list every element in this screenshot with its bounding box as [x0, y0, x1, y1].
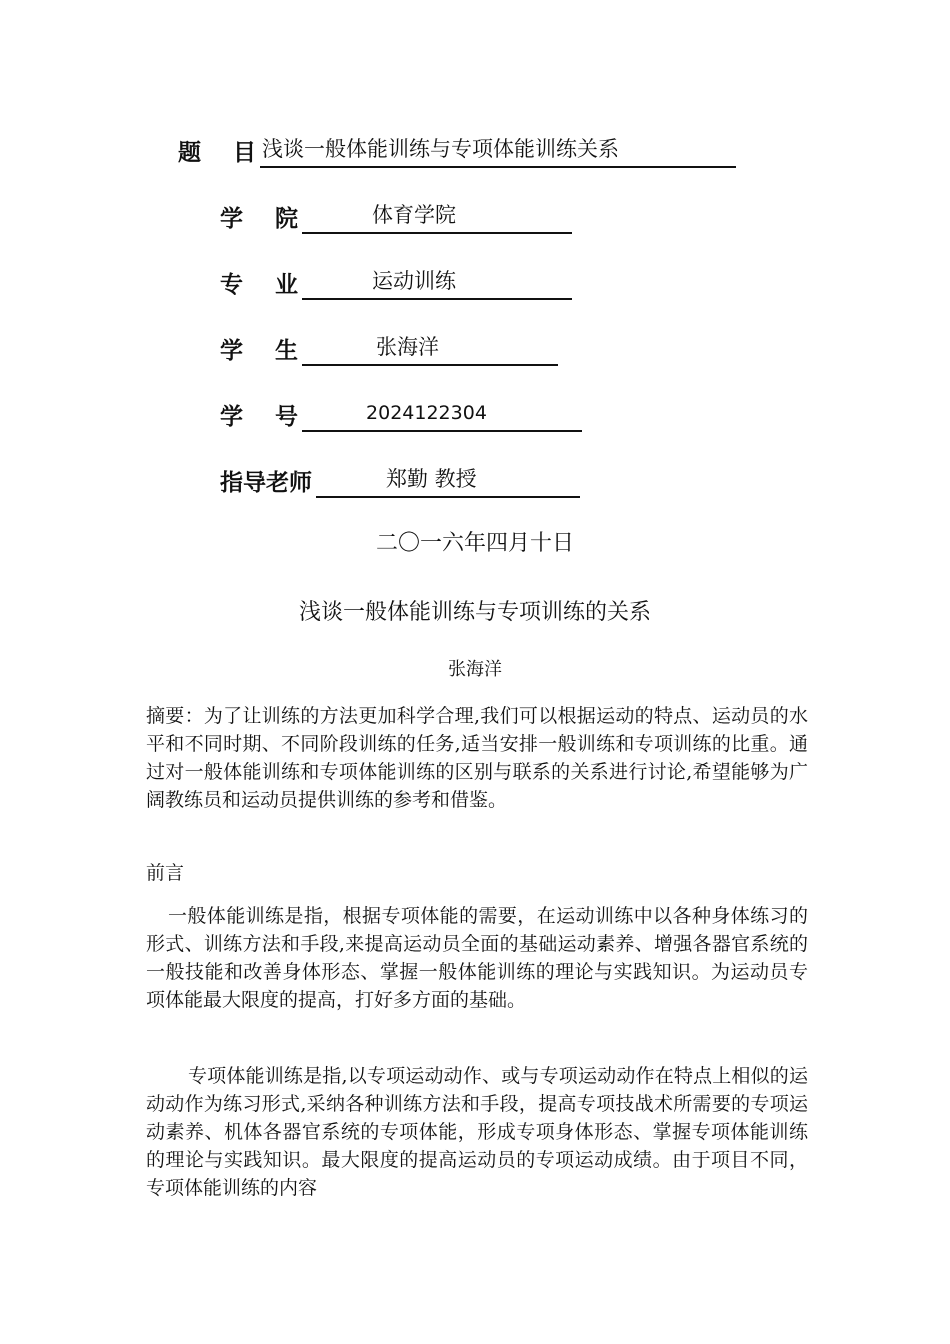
body-paragraph-specialized-training: 专项体能训练是指,以专项运动动作、或与专项运动动作在特点上相似的运动动作为练习形式,采纳各种训练方法和手段，提高专项技战术所需要的专项运动素养、机体各器官系统的专项体能，形成专项身体形态、掌握专项体能训练的理论与实践知识。最大限度的提高运动员的专项运动成绩。由于项目不同，专项体能训练的内容: [146, 1065, 808, 1199]
major-value: 运动训练: [372, 269, 457, 293]
abstract-paragraph: 摘要：为了让训练的方法更加科学合理,我们可以根据运动的特点、运动员的水平和不同时期、不同阶段训练的任务,适当安排一般训练和专项训练的比重。通过对一般体能训练和专项体能训练的区别与联系的关系进行讨论,希望能够为广阔教练员和运动员提供训练的参考和借鉴。: [146, 705, 808, 811]
college-label: 学 院: [220, 206, 299, 232]
student-label: 学 生: [220, 338, 299, 364]
article-title: 浅谈一般体能训练与专项训练的关系: [298, 600, 651, 625]
student-value-field: [302, 335, 558, 366]
student-id-label: 学 号: [220, 404, 299, 430]
major-value-field: [302, 269, 572, 300]
college-value: 体育学院: [372, 203, 457, 227]
student-value: 张海洋: [376, 335, 440, 359]
student-id-value-field: [302, 402, 582, 432]
cover-college-row: [220, 198, 572, 234]
article-author: 张海洋: [448, 659, 502, 680]
cover-student-id-row: [220, 396, 582, 432]
cover-date: 二〇一六年四月十日: [375, 531, 574, 556]
body-paragraph-general-training: 一般体能训练是指，根据专项体能的需要，在运动训练中以各种身体练习的形式、训练方法和手段,来提高运动员全面的基础运动素养、增强各器官系统的一般技能和改善身体形态、掌握一般体能训练的理论与实践知识。为运动员专项体能最大限度的提高，打好多方面的基础。: [146, 905, 808, 1011]
preface-heading: 前言: [146, 862, 185, 884]
title-value-field: [260, 137, 736, 168]
title-value: 浅谈一般体能训练与专项体能训练关系: [262, 137, 620, 161]
student-id-value: 2024122304: [366, 402, 487, 424]
advisor-value-field: [316, 467, 580, 498]
advisor-label: 指导老师: [220, 470, 312, 496]
major-label: 专 业: [220, 272, 299, 298]
cover-major-row: [220, 264, 572, 300]
title-label: 题 目: [178, 140, 257, 166]
college-value-field: [302, 203, 572, 234]
cover-advisor-row: [220, 462, 580, 498]
advisor-value: 郑勤 教授: [386, 467, 477, 491]
cover-student-row: [220, 330, 558, 366]
cover-title-row: [178, 132, 736, 168]
